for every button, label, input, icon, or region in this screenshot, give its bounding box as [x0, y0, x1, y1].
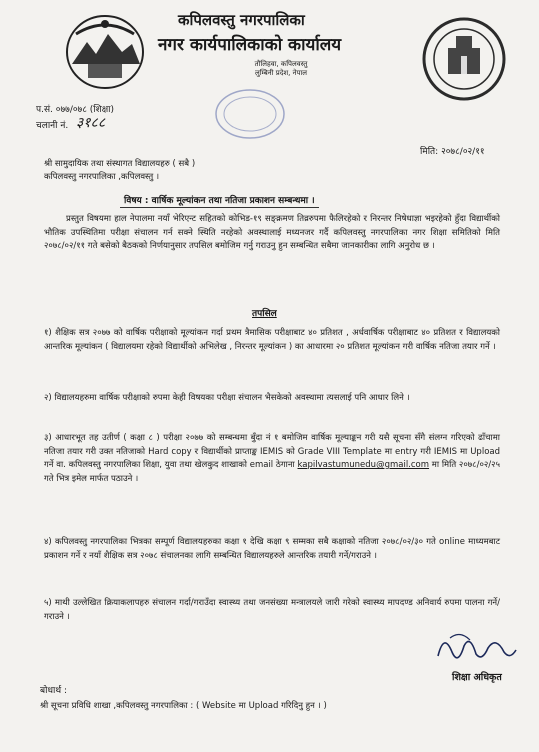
- office-stamp: [212, 86, 288, 142]
- address-line-1: तौलिहवा, कपिलवस्तु: [254, 60, 308, 68]
- header-address: [226, 60, 336, 78]
- recipient-line-1: श्री सामुदायिक तथा संस्थागत विद्यालयहरु ( सबै ): [44, 159, 196, 169]
- details-heading: तपसिल: [252, 309, 277, 319]
- reference-number: प.सं. ०७७/०७८ (शिक्षा): [36, 105, 115, 115]
- cc-label: बोधार्थ :: [40, 686, 67, 696]
- nepal-emblem-logo: [62, 12, 148, 92]
- subject-line: विषय : वार्षिक मूल्यांकन तथा नतिजा प्रकाशन सम्बन्धमा ।: [120, 193, 319, 208]
- point-1: १) शैक्षिक सत्र २०७७ को वार्षिक परीक्षाको मूल्यांकन गर्दा प्रथम त्रैमासिक परीक्षाबाट ४० प्रतिशत , अर्धवार्षिक परीक्षाबाट ४० प्रतिशत र विद्यालयको आन्तरिक मूल्यांकन ( विद्यालयमा रहेको विद्यार्थीको अभिलेख , निरन्तर मूल्यांकन ) का आधारमा २० प्रतिशत मूल्यांकन गरी वार्षिक नतिजा तयार गर्ने ।: [44, 328, 500, 352]
- point-3: [44, 432, 500, 486]
- point-3-deadline: मा मिति २०७८/०२/२५ गते भित्र इमेल मार्फत पठाउने ।: [44, 460, 501, 484]
- municipality-logo: [418, 14, 510, 104]
- dispatch-number: ३१८८: [76, 115, 106, 131]
- signatory-title: शिक्षा अधिकृत: [452, 672, 502, 683]
- cc-recipient: श्री सूचना प्रविधि शाखा ,कपिलवस्तु नगरपालिका : ( Website मा Upload गरिदिनु हुन । ): [40, 701, 327, 711]
- point-3-text: ३) आधारभूत तह उतीर्ण ( कक्षा ८ ) परीक्षा २०७७ को सम्बन्धमा बुँदा नं १ बमोजिम वार्षिक मूल्याङ्कन गरी यसै सूचना सँगै संलग्न गरिएको ढाँचामा नतिजा तयार गरी उक्त नतिजाको Hard copy र विद्यार्थीको प्राप्ताङ्क IEMIS को Grade VIII Template मा entry गरी IEMIS मा Upload गर्ने वा. कपिलवस्तु नगरपालिका शिक्षा, युवा तथा खेलकुद शाखाको email ठेगाना: [44, 433, 500, 470]
- header-municipality: कपिलवस्तु नगरपालिका: [178, 11, 305, 29]
- intro-paragraph: प्रस्तुत विषयमा हाल नेपालमा नयाँ भेरिएन्ट सहितको कोभिड-१९ सङ्क्रमण तिव्ररुपमा फैलिरहेको र निरन्तर निषेधाज्ञा भइरहेको हुँदा विद्यार्थीको भौतिक उपस्थितिमा परीक्षा संचालन गर्न सक्ने स्थिति नरहेको अवस्थालाई मध्यनजर गर्दै कपिलवस्तु नगरपालिका नगर शिक्षा समितिको मिति २०७८/०२/११ गते बसेको बैठकको निर्णयानुसार तपसिल बमोजिम गर्नु गराउनु हुन सम्बन्धित सबैमा जानकारीका लागि अनुरोध छ ।: [44, 214, 500, 251]
- recipient-line-2: कपिलवस्तु नगरपालिका ,कपिलवस्तु ।: [44, 172, 160, 182]
- point-4: ४) कपिलवस्तु नगरपालिका भित्रका सम्पूर्ण विद्यालयहरुका कक्षा १ देखि कक्षा ९ सम्मका सबै कक्षाको नतिजा २०७८/०२/३० गते online माध्यमबाट प्रकाशन गर्ने र नयाँ शैक्षिक सत्र २०७८ संचालनका लागि सम्बन्धित विद्यालयहरुले आन्तरिक तयारी गर्ने/गराउने ।: [44, 537, 500, 561]
- letter-date: मिति: २०७८/०२/११: [420, 147, 485, 157]
- dispatch-label: चलानी नं.: [36, 121, 69, 131]
- header-office: नगर कार्यपालिकाको कार्यालय: [158, 35, 342, 55]
- point-2: २) विद्यालयहरुमा वार्षिक परीक्षाको रुपमा केही विषयका परीक्षा संचालन भैसकेको अवस्थामा त्यसलाई पनि आधार लिने ।: [44, 393, 410, 403]
- address-line-2: लुम्बिनी प्रदेश, नेपाल: [254, 69, 308, 77]
- signature: [430, 626, 520, 670]
- point-5: ५) माथी उल्लेखित क्रियाकलापहरु संचालन गर्दा/गराउँदा स्वास्थ्य तथा जनसंख्या मन्त्रालयले जारी गरेको स्वास्थ्य मापदण्ड अनिवार्य रुपमा पालना गर्ने/गराउने ।: [44, 598, 500, 622]
- email-link[interactable]: kapilvastumunedu@gmail.com: [297, 460, 430, 470]
